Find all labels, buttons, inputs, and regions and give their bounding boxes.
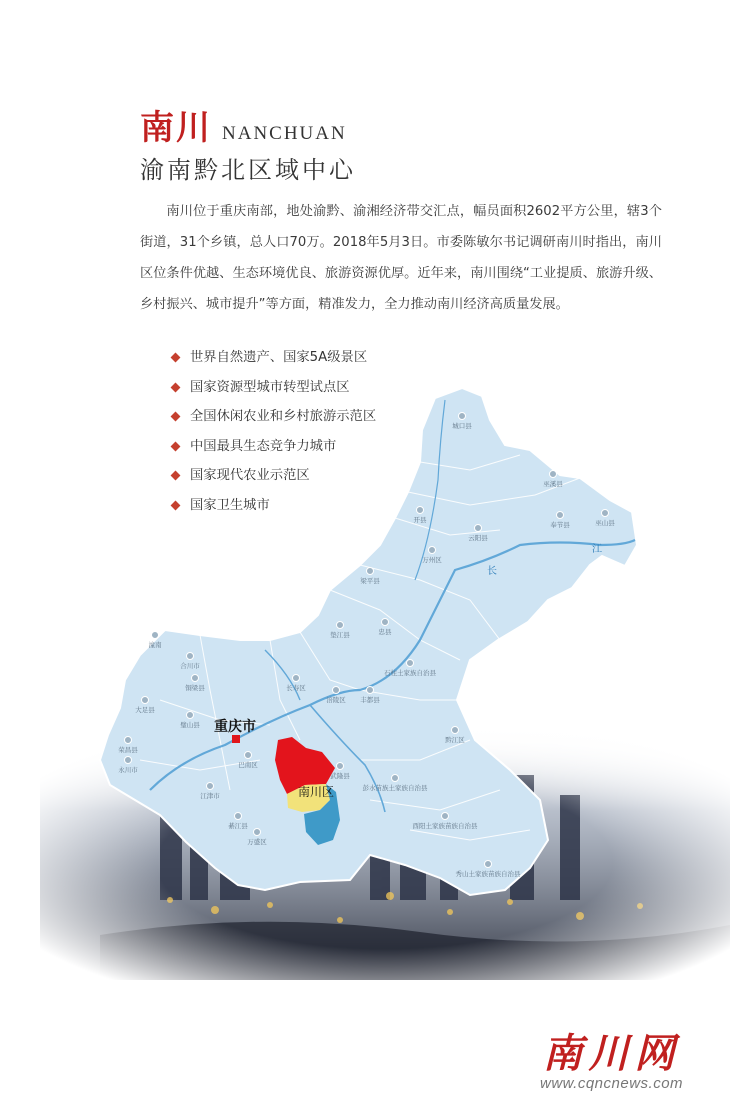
county-marker-icon xyxy=(152,632,159,639)
county-label: 铜梁县 xyxy=(185,684,205,692)
site-logo[interactable] xyxy=(540,1022,683,1092)
county-marker-icon xyxy=(475,525,482,532)
feature-item: 世界自然遗产、国家5A级景区 xyxy=(172,343,376,373)
page-title: 南川 xyxy=(140,108,212,148)
county-marker-icon xyxy=(407,660,414,667)
nanchuan-label: 南川区 xyxy=(298,785,335,799)
county-marker-icon xyxy=(254,829,261,836)
county-label: 长寿区 xyxy=(286,684,306,692)
bullet-icon xyxy=(171,500,181,510)
county-label: 石柱土家族自治县 xyxy=(384,669,436,677)
county-label: 潼南 xyxy=(148,641,162,649)
county-marker-icon xyxy=(382,619,389,626)
county-label: 武隆县 xyxy=(330,772,350,780)
county-label: 彭水苗族土家族自治县 xyxy=(362,784,428,792)
county-marker-icon xyxy=(337,763,344,770)
feature-item: 全国休闲农业和乡村旅游示范区 xyxy=(172,402,376,432)
county-label: 忠县 xyxy=(378,628,392,636)
county-marker-icon xyxy=(452,727,459,734)
county-marker-icon xyxy=(245,752,252,759)
county-marker-icon xyxy=(550,471,557,478)
county-label: 涪陵区 xyxy=(326,696,346,704)
county-marker-icon xyxy=(392,775,399,782)
title-block xyxy=(140,100,347,149)
county-marker-icon xyxy=(337,622,344,629)
county-marker-icon xyxy=(187,712,194,719)
county-marker-icon xyxy=(125,757,132,764)
county-marker-icon xyxy=(459,413,466,420)
county-label: 秀山土家族苗族自治县 xyxy=(455,870,521,878)
county-marker-icon xyxy=(557,512,564,519)
county-marker-icon xyxy=(417,507,424,514)
county-marker-icon xyxy=(367,568,374,575)
county-marker-icon xyxy=(125,737,132,744)
county-label: 巴南区 xyxy=(238,761,258,769)
county-label: 巫溪县 xyxy=(543,480,563,488)
county-marker-icon xyxy=(142,697,149,704)
bullet-icon xyxy=(171,382,181,392)
county-marker-icon xyxy=(235,813,242,820)
county-label: 江津市 xyxy=(200,792,220,800)
feature-item: 国家现代农业示范区 xyxy=(172,461,376,491)
intro-paragraph: 南川位于重庆南部，地处渝黔、渝湘经济带交汇点，幅员面积2602平方公里，辖3个街道，31个乡镇，总人口70万。2018年5月3日。市委陈敏尔书记调研南川时指出，南川区位条件优越、生态环境优良、旅游资源优厚。近年来，南川围绕“工业提质、旅游升级、乡村振兴、城市提升”等方面，精准发力，全力推动南川经济高质量发展。 xyxy=(140,204,662,312)
county-label: 丰都县 xyxy=(360,696,380,704)
county-label: 城口县 xyxy=(452,422,472,430)
county-label: 巫山县 xyxy=(595,519,615,527)
county-marker-icon xyxy=(333,687,340,694)
county-marker-icon xyxy=(207,783,214,790)
county-label: 奉节县 xyxy=(550,521,570,529)
county-marker-icon xyxy=(429,547,436,554)
river-label-jiang: 江 xyxy=(592,544,602,555)
county-label: 万盛区 xyxy=(247,838,267,846)
page-subtitle: 渝南黔北区域中心 xyxy=(140,156,356,184)
county-label: 永川市 xyxy=(118,766,138,774)
feature-list xyxy=(172,343,376,520)
bullet-icon xyxy=(171,412,181,422)
river-label-chang: 长 xyxy=(487,566,497,577)
page-title-english: NANCHUAN xyxy=(222,123,347,144)
site-logo-text: 南川网 xyxy=(542,1030,681,1077)
county-marker-icon xyxy=(367,687,374,694)
county-label: 荣昌县 xyxy=(118,746,138,754)
county-label: 酉阳土家族苗族自治县 xyxy=(412,822,478,830)
feature-item: 国家卫生城市 xyxy=(172,491,376,521)
county-label: 开县 xyxy=(413,516,427,524)
county-label: 万州区 xyxy=(422,556,442,564)
chongqing-marker xyxy=(232,735,240,743)
county-label: 大足县 xyxy=(135,706,155,714)
county-marker-icon xyxy=(485,861,492,868)
county-label: 黔江区 xyxy=(445,736,465,744)
county-marker-icon xyxy=(602,510,609,517)
feature-item: 国家资源型城市转型试点区 xyxy=(172,373,376,403)
county-label: 綦江县 xyxy=(228,822,248,830)
bullet-icon xyxy=(171,471,181,481)
county-label: 璧山县 xyxy=(180,721,200,729)
county-label: 云阳县 xyxy=(468,534,488,542)
county-label: 垫江县 xyxy=(330,631,350,639)
county-label: 梁平县 xyxy=(360,577,380,585)
bullet-icon xyxy=(171,353,181,363)
feature-item: 中国最具生态竞争力城市 xyxy=(172,432,376,462)
county-label: 合川市 xyxy=(180,662,200,670)
site-url: www.cqncnews.com xyxy=(540,1075,684,1092)
bullet-icon xyxy=(171,441,181,451)
county-marker-icon xyxy=(192,675,199,682)
county-marker-icon xyxy=(293,675,300,682)
chongqing-label: 重庆市 xyxy=(214,719,256,735)
county-marker-icon xyxy=(442,813,449,820)
county-marker-icon xyxy=(187,653,194,660)
